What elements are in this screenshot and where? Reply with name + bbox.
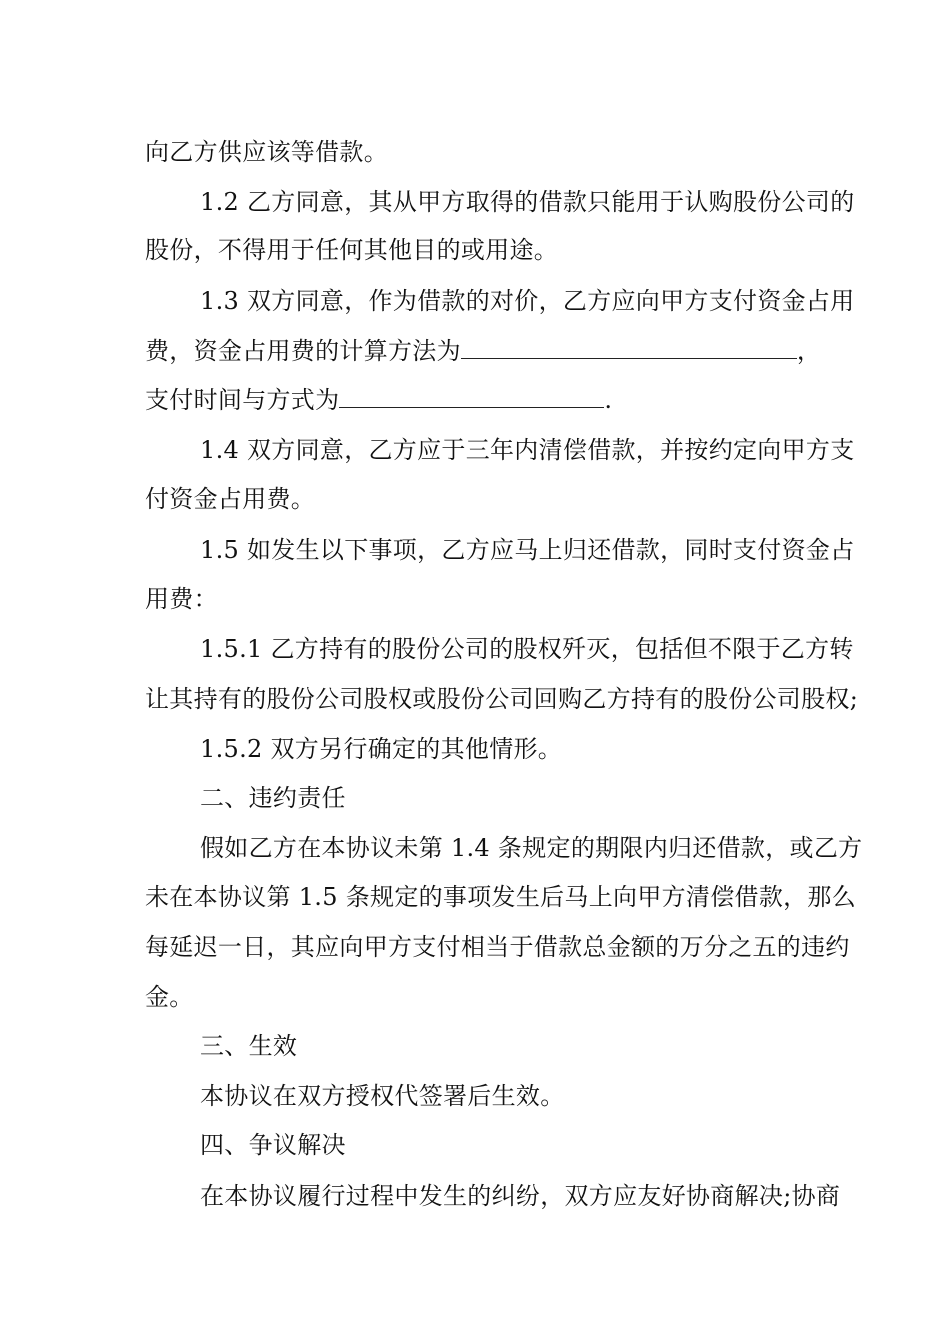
text-span: 三、生效 bbox=[200, 1032, 298, 1060]
clause-1-4-line-1 bbox=[200, 430, 880, 470]
breach-paragraph-line-4 bbox=[145, 977, 825, 1017]
section-heading-3 bbox=[200, 1026, 880, 1066]
clause-1-5-1-line-2 bbox=[145, 679, 859, 719]
text-span: 1.5.1 乙方持有的股份公司的股权歼灭，包括但不限于乙方转 bbox=[200, 635, 854, 663]
text-span: . bbox=[604, 386, 613, 414]
clause-1-3-line-2 bbox=[145, 331, 825, 371]
section-heading-4 bbox=[200, 1125, 880, 1165]
text-span: 1.4 双方同意，乙方应于三年内清偿借款，并按约定向甲方支 bbox=[200, 436, 855, 464]
fill-in-blank-payment-method[interactable] bbox=[339, 385, 604, 408]
text-span: 未在本协议第 1.5 条规定的事项发生后马上向甲方清偿借款，那么 bbox=[145, 883, 857, 911]
text-span: 股份，不得用于任何其他目的或用途。 bbox=[145, 236, 559, 264]
text-span: 让其持有的股份公司股权或股份公司回购乙方持有的股份公司股权; bbox=[145, 685, 859, 713]
text-span: 本协议在双方授权代签署后生效。 bbox=[200, 1082, 565, 1110]
clause-1-3-line-3 bbox=[145, 380, 825, 420]
clause-1-5-2-line bbox=[200, 729, 880, 769]
clause-1-5-line-1 bbox=[200, 530, 880, 570]
text-span: 支付时间与方式为 bbox=[145, 386, 340, 414]
text-span: 向乙方供应该等借款。 bbox=[145, 138, 388, 166]
text-span: 付资金占用费。 bbox=[145, 485, 316, 513]
text-span: 每延迟一日，其应向甲方支付相当于借款总金额的万分之五的违约 bbox=[145, 933, 850, 961]
text-span: ， bbox=[796, 337, 822, 365]
clause-1-2-line-2 bbox=[145, 230, 825, 270]
clause-1-2-line-1 bbox=[200, 182, 880, 222]
clause-1-5-1-line-1 bbox=[200, 629, 880, 669]
text-span: 假如乙方在本协议未第 1.4 条规定的期限内归还借款，或乙方 bbox=[200, 834, 863, 862]
breach-paragraph-line-1 bbox=[200, 828, 880, 868]
text-span: 二、违约责任 bbox=[200, 784, 346, 812]
fill-in-blank-calculation-method[interactable] bbox=[461, 336, 797, 359]
text-span: 费，资金占用费的计算方法为 bbox=[145, 337, 461, 365]
text-span: 金。 bbox=[145, 983, 194, 1011]
text-span: 用费： bbox=[145, 585, 218, 613]
breach-paragraph-line-2 bbox=[145, 877, 857, 917]
text-span: 1.2 乙方同意，其从甲方取得的借款只能用于认购股份公司的 bbox=[200, 188, 855, 216]
text-span: 1.3 双方同意，作为借款的对价，乙方应向甲方支付资金占用 bbox=[200, 287, 855, 315]
paragraph-line bbox=[145, 132, 825, 172]
dispute-paragraph-line-1 bbox=[200, 1176, 880, 1216]
effectiveness-paragraph bbox=[200, 1076, 880, 1116]
text-span: 1.5.2 双方另行确定的其他情形。 bbox=[200, 735, 563, 763]
clause-1-4-line-2 bbox=[145, 479, 825, 519]
text-span: 四、争议解决 bbox=[200, 1131, 346, 1159]
section-heading-2 bbox=[200, 778, 880, 818]
breach-paragraph-line-3 bbox=[145, 927, 850, 967]
clause-1-3-line-1 bbox=[200, 281, 880, 321]
clause-1-5-line-2 bbox=[145, 579, 825, 619]
text-span: 1.5 如发生以下事项，乙方应马上归还借款，同时支付资金占 bbox=[200, 536, 855, 564]
text-span: 在本协议履行过程中发生的纠纷，双方应友好协商解决;协商 bbox=[200, 1182, 841, 1210]
